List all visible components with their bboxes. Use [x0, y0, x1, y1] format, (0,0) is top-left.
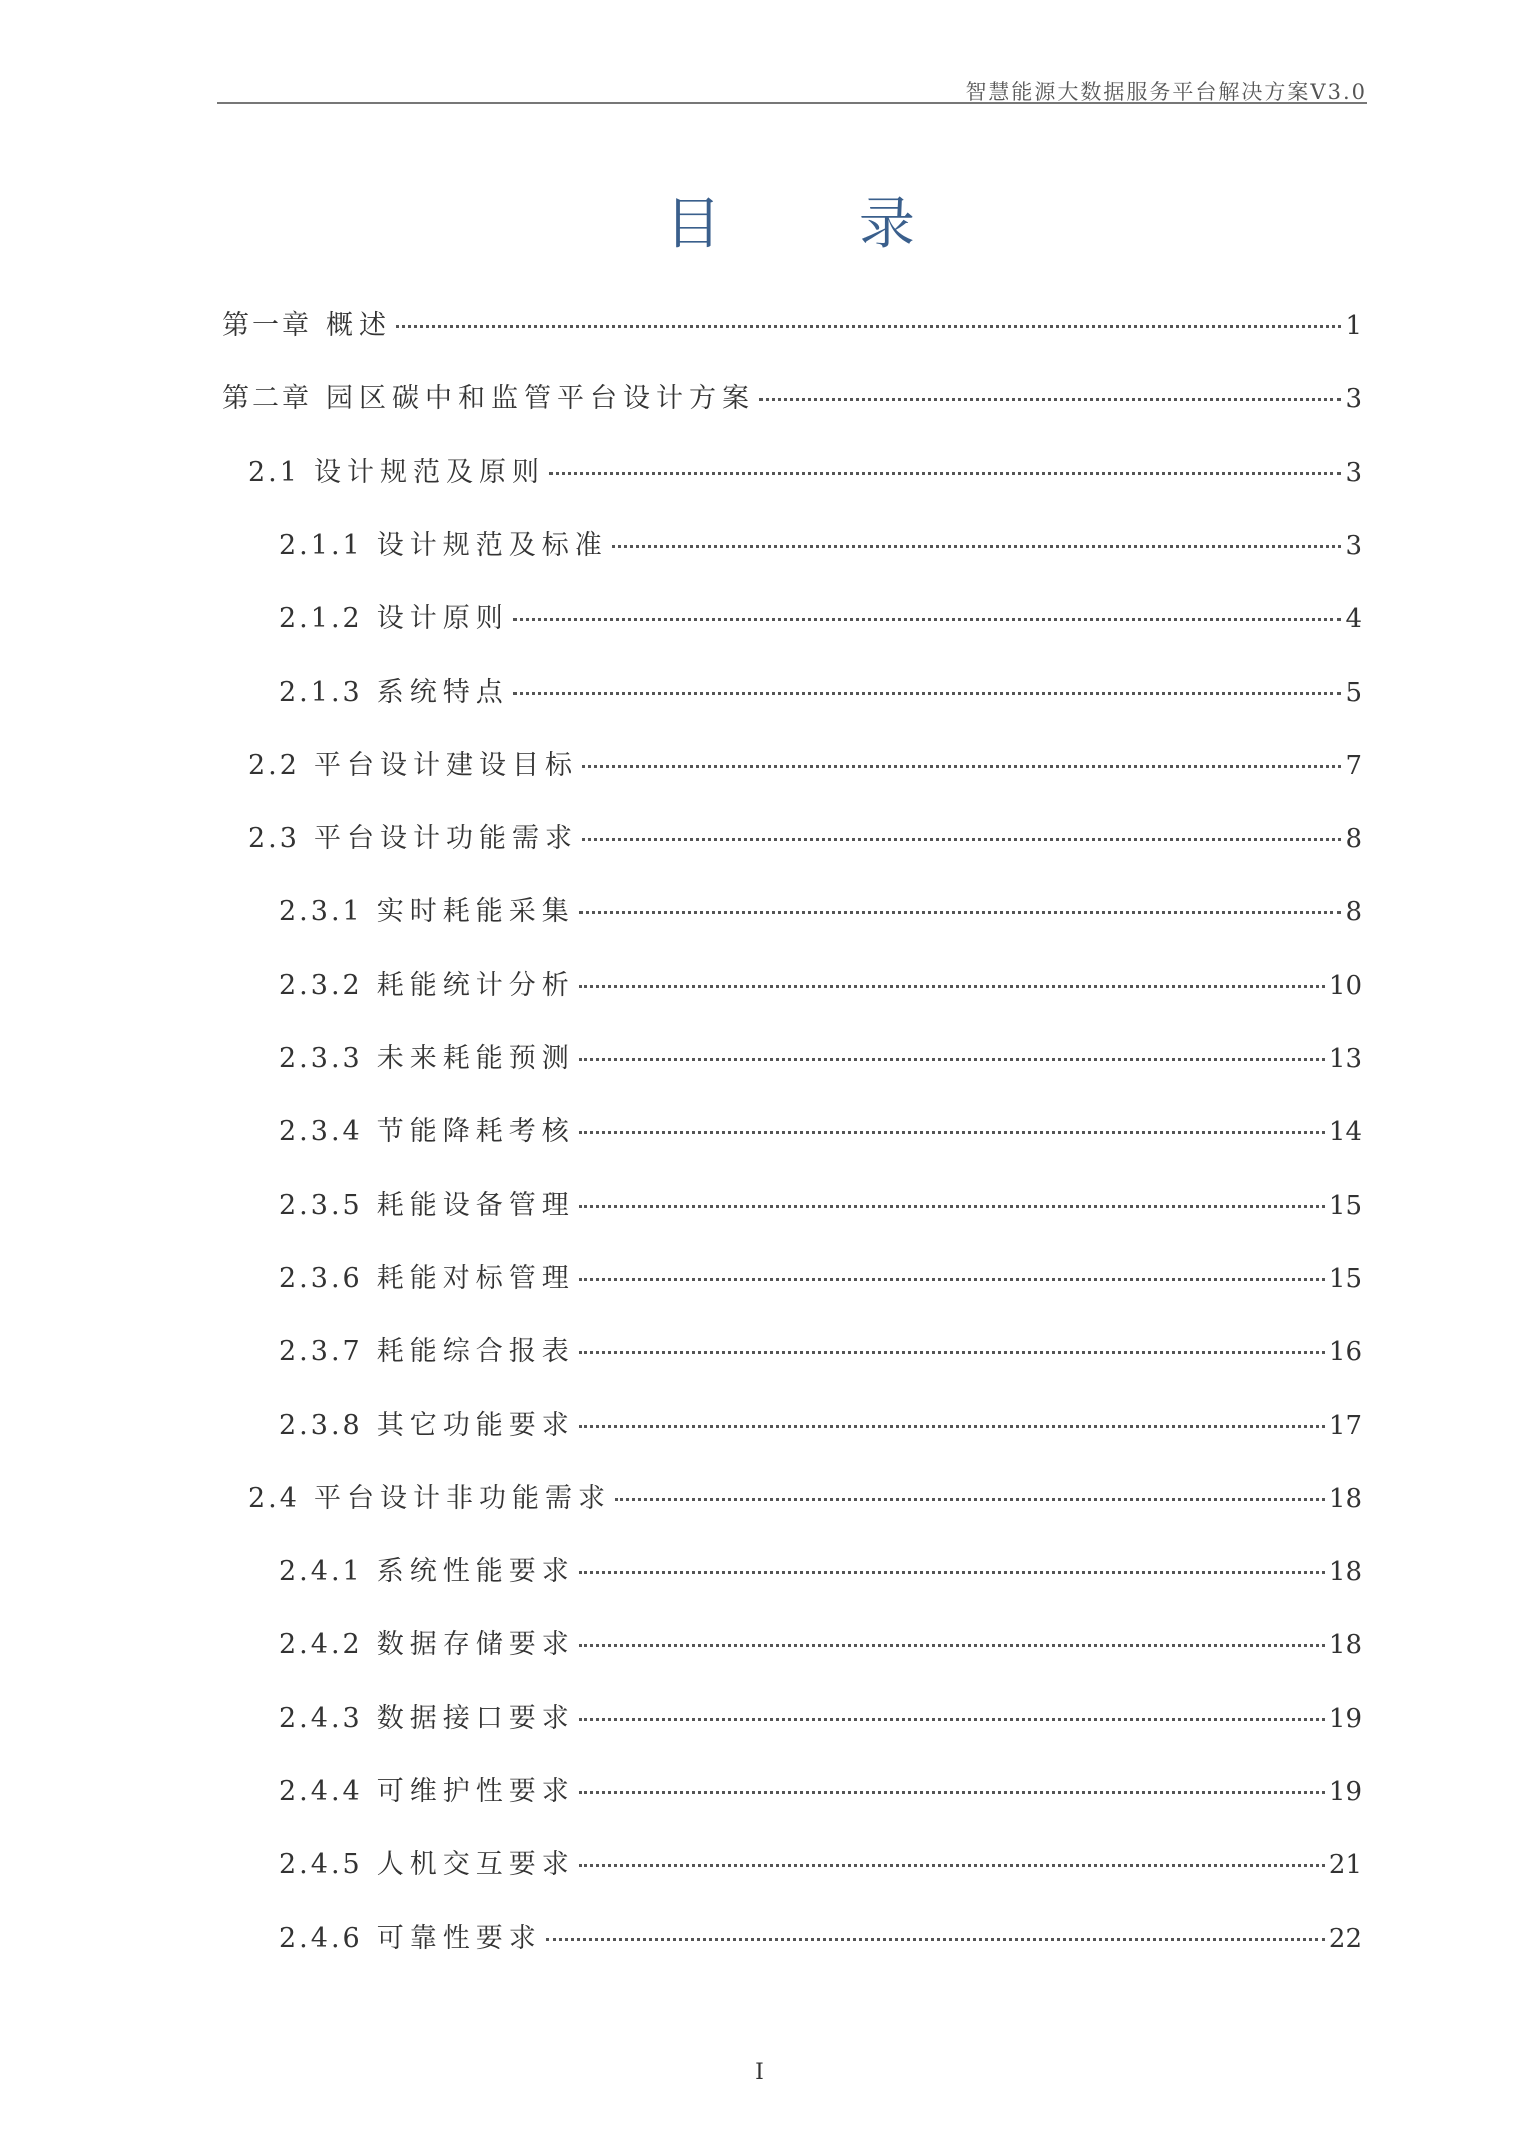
- toc-entry-label: 可靠性要求: [376, 1922, 542, 1954]
- toc-entry-label: 节能降耗考核: [376, 1116, 575, 1148]
- toc-dot-leader: [579, 1058, 1325, 1061]
- toc-entry-number: 2.4.6: [279, 1922, 363, 1954]
- toc-entry[interactable]: [279, 1696, 1362, 1736]
- toc-entry-page: 10: [1328, 970, 1362, 1001]
- toc-dot-leader: [579, 1791, 1325, 1794]
- toc-dot-leader: [396, 325, 1341, 328]
- toc-entry[interactable]: [248, 816, 1362, 856]
- page-header: [217, 70, 1367, 102]
- toc-entry-page: 17: [1328, 1410, 1362, 1441]
- toc-entry[interactable]: [279, 1329, 1362, 1369]
- toc-entry[interactable]: [222, 303, 1362, 343]
- toc-entry-page: 21: [1328, 1850, 1362, 1881]
- toc-entry-number: 2.4.4: [279, 1776, 363, 1807]
- toc-entry-number: 2.3.4: [279, 1116, 363, 1148]
- toc-entry[interactable]: [248, 1476, 1362, 1516]
- toc-title: 目 录: [665, 192, 975, 257]
- toc-dot-leader: [579, 1718, 1325, 1721]
- toc-entry-number: 2.3.2: [279, 969, 363, 1001]
- toc-dot-leader: [582, 765, 1342, 768]
- toc-entry-label: 可维护性要求: [376, 1776, 575, 1807]
- toc-entry-number: 2.4.5: [279, 1849, 363, 1881]
- toc-entry-page: 18: [1328, 1557, 1362, 1588]
- toc-entry-label: 耗能对标管理: [376, 1262, 575, 1294]
- toc-entry-label: 平台设计功能需求: [313, 823, 578, 855]
- toc-entry-number: 2.2: [248, 749, 300, 781]
- toc-entry-number: 2.1: [248, 456, 300, 488]
- toc-entry[interactable]: [279, 1622, 1362, 1662]
- toc-entry-page: 14: [1328, 1117, 1362, 1148]
- toc-entry[interactable]: [279, 889, 1362, 929]
- toc-entry[interactable]: [279, 1842, 1362, 1882]
- toc-entry[interactable]: [279, 1549, 1362, 1589]
- toc-entry-number: 2.1.1: [279, 529, 363, 561]
- toc-entry-label: 平台设计建设目标: [313, 749, 578, 781]
- toc-dot-leader: [579, 1278, 1325, 1281]
- toc-entry-page: 7: [1345, 750, 1362, 781]
- toc-dot-leader: [579, 1425, 1325, 1428]
- toc-entry-label: 数据接口要求: [376, 1702, 575, 1734]
- toc-entry-number: 2.3: [248, 823, 300, 855]
- toc-entry-page: 18: [1328, 1483, 1362, 1514]
- toc-dot-leader: [579, 1131, 1325, 1134]
- toc-dot-leader: [579, 1351, 1325, 1354]
- toc-entry-page: 8: [1345, 897, 1362, 928]
- toc-dot-leader: [579, 1205, 1325, 1208]
- toc-entry-page: 5: [1345, 677, 1362, 708]
- toc-entry-number: 2.4: [248, 1482, 300, 1514]
- toc-dot-leader: [549, 472, 1342, 475]
- toc-entry-label: 耗能设备管理: [376, 1189, 575, 1221]
- toc-entry-label: 系统特点: [376, 676, 509, 708]
- toc-dot-leader: [513, 692, 1342, 695]
- toc-dot-leader: [612, 545, 1342, 548]
- toc-entry-page: 3: [1345, 457, 1362, 488]
- toc-entry-page: 1: [1345, 311, 1362, 341]
- toc-entry[interactable]: [279, 596, 1362, 636]
- header-title: 智慧能源大数据服务平台解决方案V3.0: [965, 80, 1367, 104]
- toc-entry-page: 19: [1328, 1703, 1362, 1734]
- toc-entry-number: 2.3.5: [279, 1189, 363, 1221]
- toc-entry-number: 2.3.3: [279, 1043, 363, 1074]
- toc-dot-leader: [579, 1864, 1325, 1867]
- toc-entry[interactable]: [248, 450, 1362, 490]
- toc-entry[interactable]: [248, 743, 1362, 783]
- toc-entry[interactable]: [279, 523, 1362, 563]
- toc-entry-page: 18: [1328, 1630, 1362, 1661]
- toc-entry-label: 设计规范及原则: [313, 456, 545, 488]
- toc-dot-leader: [579, 1571, 1325, 1574]
- toc-entry-number: 2.3.7: [279, 1336, 363, 1368]
- toc-entry-label: 平台设计非功能需求: [313, 1482, 611, 1514]
- toc-entry-number: 2.3.8: [279, 1409, 363, 1441]
- toc-entry[interactable]: [279, 1109, 1362, 1149]
- toc-dot-leader: [579, 911, 1342, 914]
- toc-entry-page: 13: [1328, 1044, 1362, 1074]
- toc-entry-number: 2.1.3: [279, 676, 363, 708]
- toc-entry-label: 园区碳中和监管平台设计方案: [326, 383, 755, 415]
- toc-entry[interactable]: [279, 1256, 1362, 1296]
- toc-dot-leader: [513, 618, 1342, 621]
- toc-entry-number: 2.3.1: [279, 896, 363, 928]
- toc-entry-number: 第二章: [222, 383, 312, 415]
- toc-dot-leader: [579, 985, 1325, 988]
- toc-entry-label: 耗能综合报表: [376, 1336, 575, 1368]
- toc-entry-number: 2.4.1: [279, 1556, 363, 1588]
- toc-entry-label: 概述: [326, 310, 392, 341]
- toc-entry-label: 实时耗能采集: [376, 896, 575, 928]
- toc-entry-number: 2.3.6: [279, 1262, 363, 1294]
- toc-dot-leader: [582, 838, 1342, 841]
- toc-entry-label: 数据存储要求: [376, 1629, 575, 1661]
- toc-dot-leader: [579, 1644, 1325, 1647]
- toc-dot-leader: [546, 1938, 1325, 1941]
- toc-entry[interactable]: [222, 376, 1362, 416]
- toc-entry-page: 16: [1328, 1337, 1362, 1368]
- toc-entry-number: 2.1.2: [279, 603, 363, 635]
- toc-entry[interactable]: [279, 1916, 1362, 1956]
- toc-entry[interactable]: [279, 1036, 1362, 1076]
- toc-entry-label: 其它功能要求: [376, 1409, 575, 1441]
- toc-entry[interactable]: [279, 670, 1362, 710]
- toc-entry-page: 15: [1328, 1263, 1362, 1294]
- toc-dot-leader: [759, 398, 1341, 401]
- toc-entry-page: 22: [1328, 1923, 1362, 1954]
- toc-entry-label: 人机交互要求: [376, 1849, 575, 1881]
- toc-entry-number: 2.4.3: [279, 1702, 363, 1734]
- toc-entry-label: 设计原则: [376, 603, 509, 635]
- toc-entry-page: 19: [1328, 1777, 1362, 1807]
- toc-entry[interactable]: [279, 1769, 1362, 1809]
- header-divider: [217, 102, 1367, 104]
- page-number: I: [755, 2060, 764, 2085]
- toc-entry-page: 15: [1328, 1190, 1362, 1221]
- toc-entry-label: 耗能统计分析: [376, 969, 575, 1001]
- toc-entry[interactable]: [279, 963, 1362, 1003]
- toc-entry[interactable]: [279, 1183, 1362, 1223]
- toc-entry-label: 设计规范及标准: [376, 529, 608, 561]
- toc-entry-number: 第一章: [222, 310, 312, 341]
- toc-entry-label: 系统性能要求: [376, 1556, 575, 1588]
- toc-dot-leader: [615, 1498, 1325, 1501]
- toc-entry-page: 3: [1345, 384, 1362, 415]
- toc-entry-page: 8: [1345, 824, 1362, 855]
- toc-entry-label: 未来耗能预测: [376, 1043, 575, 1074]
- toc-entry-number: 2.4.2: [279, 1629, 363, 1661]
- toc-entry[interactable]: [279, 1403, 1362, 1443]
- toc-entry-page: 3: [1345, 530, 1362, 561]
- toc-entry-page: 4: [1345, 604, 1362, 635]
